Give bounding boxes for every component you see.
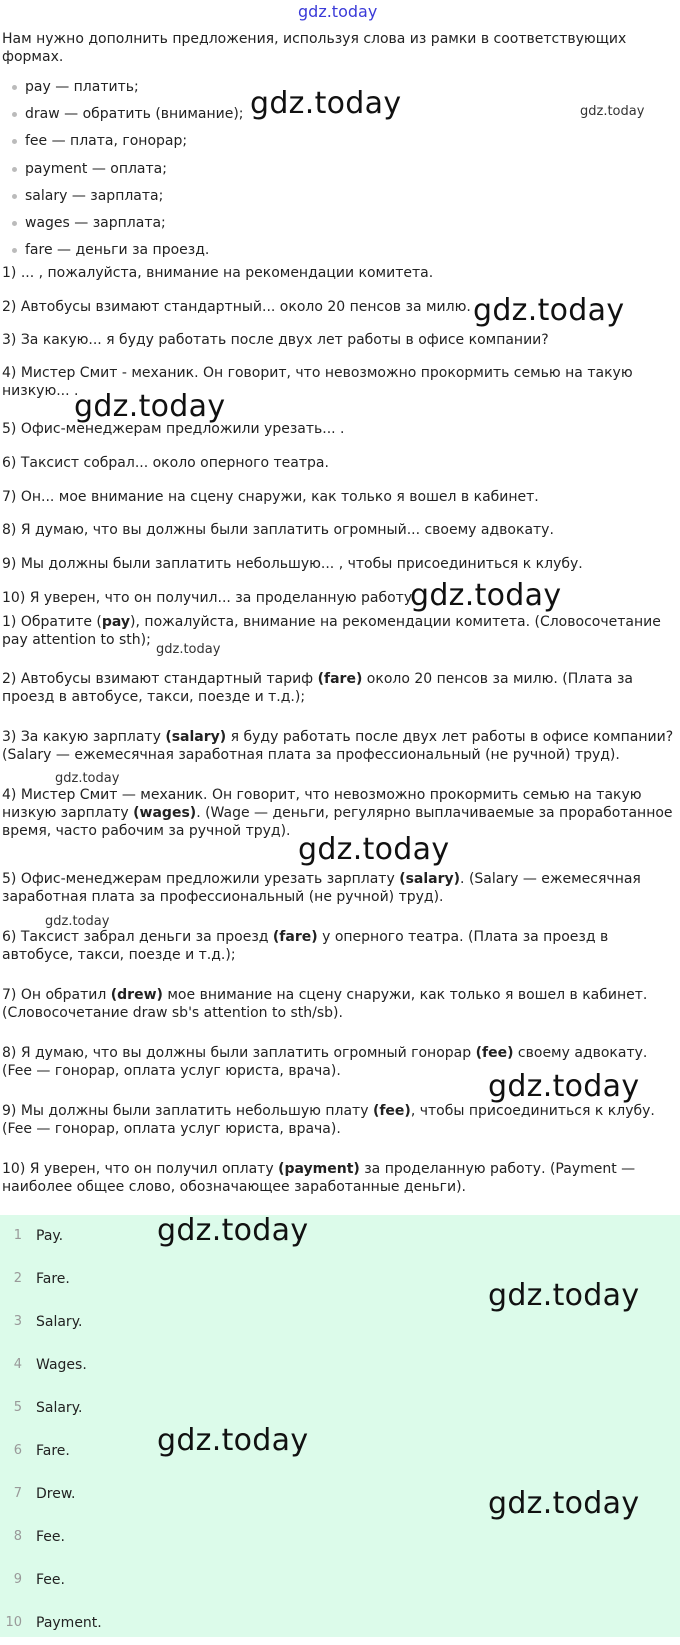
bullet-icon — [12, 167, 17, 172]
watermark-text: gdz.today — [55, 771, 120, 786]
explanation-2: 2) Автобусы взимают стандартный тариф (fare) около 20 пенсов за милю. (Плата за проезд в автобусе, такси, поезде и т.д.); — [2, 671, 633, 706]
explanation-5: 5) Офис-менеджерам предложили урезать зарплату (salary). (Salary — ежемесячная заработная плата за профессиональный (не ручной) труд). — [2, 871, 641, 906]
explanation-9: 9) Мы должны были заплатить небольшую плату (fee), чтобы присоединиться к клубу. (Fee — гонорар, оплата услуг юриста, врача). — [2, 1103, 655, 1138]
bullet-icon — [12, 85, 17, 90]
watermark-text: gdz.today — [488, 1069, 640, 1104]
vocab-item: pay — платить; — [12, 78, 244, 105]
question-1: 1) ... , пожалуйста, внимание на рекомендации комитета. — [2, 265, 434, 281]
watermark-text: gdz.today — [580, 104, 645, 119]
answer-row: 5 Salary. — [13, 1400, 83, 1417]
explanation-7: 7) Он обратил (drew) мое внимание на сцену снаружи, как только я вошел в кабинет. (Словосочетание draw sb's attention to sth/sb). — [2, 987, 648, 1022]
answer-row: 7 Drew. — [13, 1486, 76, 1503]
answer-row: 3 Salary. — [13, 1314, 83, 1331]
vocab-item: fee — плата, гонорар; — [12, 132, 244, 159]
bullet-icon — [12, 194, 17, 199]
vocab-list — [12, 78, 244, 268]
explanation-4: 4) Мистер Смит — механик. Он говорит, что невозможно прокормить семью на такую низкую зарплату (wages). (Wage — деньги, регулярно выплачиваемые за проработанное время, часто рабочим за ручной труд). — [2, 787, 673, 840]
answer-row: 9 Fee. — [13, 1572, 65, 1589]
question-10: 10) Я уверен, что он получил... за проделанную работу. — [2, 590, 417, 606]
watermark-text: gdz.today — [410, 578, 562, 613]
watermark-text: gdz.today — [156, 642, 221, 657]
answer-row: 8 Fee. — [13, 1529, 65, 1546]
question-2: 2) Автобусы взимают стандартный... около 20 пенсов за милю. — [2, 299, 471, 315]
bullet-icon — [12, 139, 17, 144]
vocab-item: fare — деньги за проезд. — [12, 241, 244, 268]
watermark-text: gdz.today — [250, 86, 402, 121]
question-7: 7) Он... мое внимание на сцену снаружи, как только я вошел в кабинет. — [2, 489, 539, 505]
brand-logo[interactable]: gdz.today — [298, 2, 378, 21]
explanation-1: 1) Обратите (pay), пожалуйста, внимание на рекомендации комитета. (Словосочетание pay attention to sth); — [2, 614, 661, 649]
question-4: 4) Мистер Смит - механик. Он говорит, что невозможно прокормить семью на такую низкую... . — [2, 365, 633, 400]
bullet-icon — [12, 248, 17, 253]
explanation-3: 3) За какую зарплату (salary) я буду работать после двух лет работы в офисе компании? (Salary — ежемесячная заработная плата за профессиональный (не ручной) труд). — [2, 729, 674, 764]
question-8: 8) Я думаю, что вы должны были заплатить огромный... своему адвокату. — [2, 522, 554, 538]
answer-row: 6 Fare. — [13, 1443, 70, 1460]
answer-row: 2 Fare. — [13, 1271, 70, 1288]
vocab-item: draw — обратить (внимание); — [12, 105, 244, 132]
watermark-text: gdz.today — [157, 1423, 309, 1458]
explanation-10: 10) Я уверен, что он получил оплату (payment) за проделанную работу. (Payment — наиболее общее слово, обозначающее заработанные деньги). — [2, 1161, 636, 1196]
watermark-text: gdz.today — [74, 389, 226, 424]
answer-row: 1 Pay. — [13, 1228, 64, 1245]
watermark-text: gdz.today — [473, 293, 625, 328]
watermark-text: gdz.today — [488, 1278, 640, 1313]
question-5: 5) Офис-менеджерам предложили урезать... . — [2, 421, 345, 437]
explanation-6: 6) Таксист забрал деньги за проезд (fare) у оперного театра. (Плата за проезд в автобусе, такси, поезде и т.д.); — [2, 929, 609, 964]
watermark-text: gdz.today — [157, 1213, 309, 1248]
vocab-item: salary — зарплата; — [12, 187, 244, 214]
bullet-icon — [12, 221, 17, 226]
answer-row: 10 Payment. — [5, 1615, 102, 1632]
question-9: 9) Мы должны были заплатить небольшую... , чтобы присоединиться к клубу. — [2, 556, 583, 572]
answer-row: 4 Wages. — [13, 1357, 87, 1374]
vocab-item: wages — зарплата; — [12, 214, 244, 241]
vocab-item: payment — оплата; — [12, 160, 244, 187]
watermark-text: gdz.today — [298, 832, 450, 867]
intro-text: Нам нужно дополнить предложения, используя слова из рамки в соответствующих формах. — [2, 31, 627, 66]
question-3: 3) За какую... я буду работать после двух лет работы в офисе компании? — [2, 332, 549, 348]
explanation-8: 8) Я думаю, что вы должны были заплатить огромный гонорар (fee) своему адвокату. (Fee — гонорар, оплата услуг юриста, врача). — [2, 1045, 648, 1080]
bullet-icon — [12, 112, 17, 117]
question-6: 6) Таксист собрал... около оперного театра. — [2, 455, 329, 471]
watermark-text: gdz.today — [488, 1486, 640, 1521]
watermark-text: gdz.today — [45, 914, 110, 929]
